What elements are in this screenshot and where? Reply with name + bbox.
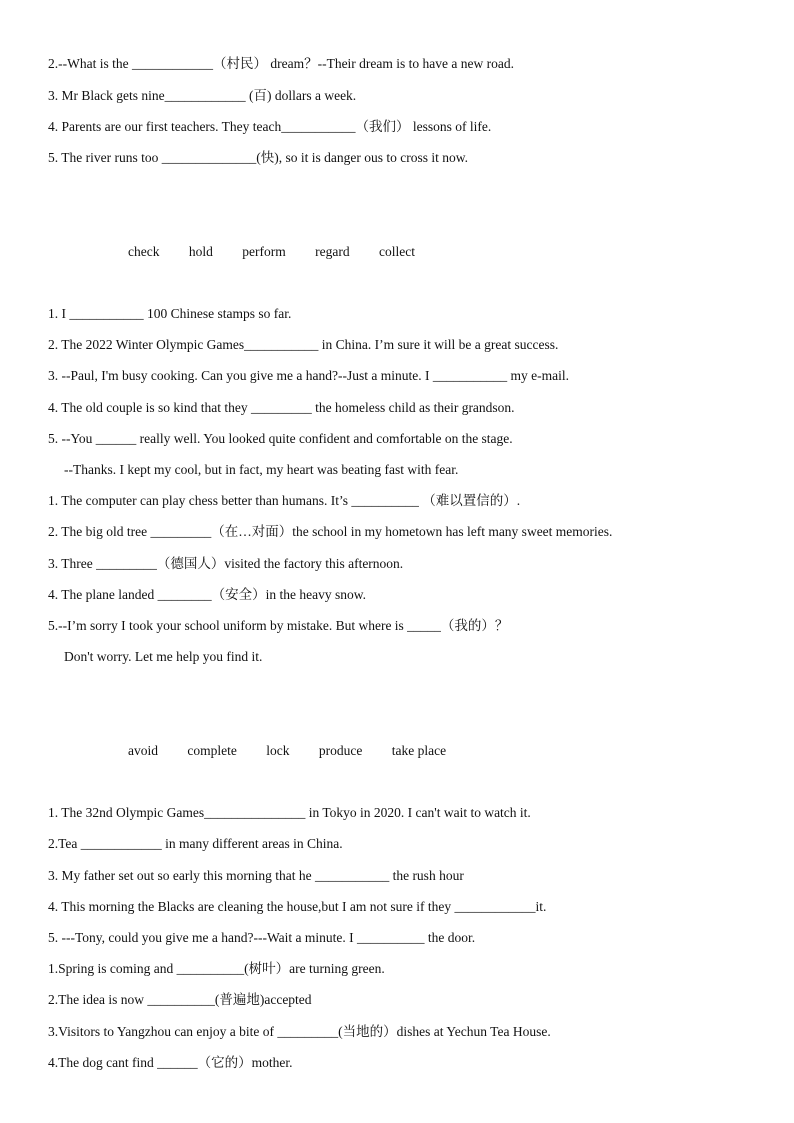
exercise-line: 3. Three _________（德国人）visited the factory this afternoon.: [48, 556, 404, 571]
exercise-line: 1. The computer can play chess better than humans. It’s __________ （难以置信的）.: [48, 493, 521, 508]
exercise-line: 3. My father set out so early this morning that he ___________ the rush hour: [48, 868, 464, 883]
word-bank-item: perform: [242, 244, 286, 259]
exercise-line: 4. Parents are our first teachers. They teach___________（我们） lessons of life.: [48, 119, 492, 134]
exercise-line: 4.The dog cant find ______（它的）mother.: [48, 1055, 293, 1070]
exercise-line: 2.Tea ____________ in many different areas in China.: [48, 836, 343, 851]
word-bank-item: complete: [187, 743, 237, 758]
word-bank-item: hold: [188, 244, 213, 259]
exercise-line: 1. I ___________ 100 Chinese stamps so far.: [48, 306, 292, 321]
exercise-line: 4. The plane landed ________（安全）in the heavy snow.: [48, 587, 366, 602]
word-bank-item: check: [128, 244, 160, 259]
exercise-line: 2.--What is the ____________（村民） dream？--Their dream is to have a new road.: [48, 56, 514, 71]
exercise-line: 5. The river runs too ______________(快), so it is danger ous to cross it now.: [48, 150, 468, 165]
exercise-line: 1.Spring is coming and __________(树叶）are turning green.: [48, 961, 385, 976]
exercise-line: 5. ---Tony, could you give me a hand?---Wait a minute. I __________ the door.: [48, 930, 476, 945]
exercise-line: 1. The 32nd Olympic Games_______________ in Tokyo in 2020. I can't wait to watch it.: [48, 805, 531, 820]
exercise-line: 3. --Paul, I'm busy cooking. Can you give me a hand?--Just a minute. I ___________ my e-mail.: [48, 368, 569, 383]
exercise-line: 5.--I’m sorry I took your school uniform by mistake. But where is _____（我的）？: [48, 618, 509, 633]
exercise-line: 2.The idea is now __________(普遍地)accepted: [48, 992, 312, 1007]
exercise-line: 5. --You ______ really well. You looked quite confident and comfortable on the stage.: [48, 431, 513, 446]
exercise-line: 3. Mr Black gets nine____________ (百) dollars a week.: [48, 88, 357, 103]
exercise-line: 2. The big old tree _________（在…对面）the school in my hometown has left many sweet memories.: [48, 524, 613, 539]
word-bank-item: collect: [378, 244, 415, 259]
exercise-line: --Thanks. I kept my cool, but in fact, my heart was beating fast with fear.: [64, 462, 459, 477]
word-bank-item: regard: [315, 244, 350, 259]
exercise-line: 4. The old couple is so kind that they _________ the homeless child as their grandson.: [48, 400, 515, 415]
word-bank-item: lock: [266, 743, 290, 758]
exercise-line: Don't worry. Let me help you find it.: [64, 649, 263, 664]
exercise-line: 4. This morning the Blacks are cleaning the house,but I am not sure if they ____________it.: [48, 899, 547, 914]
exercise-line: 2. The 2022 Winter Olympic Games___________ in China. I’m sure it will be a great success.: [48, 337, 559, 352]
word-bank-item: produce: [318, 743, 363, 758]
word-bank: [128, 742, 472, 760]
exercise-line: 3.Visitors to Yangzhou can enjoy a bite of _________(当地的）dishes at Yechun Tea House.: [48, 1024, 551, 1039]
word-bank-item: take place: [391, 743, 447, 758]
word-bank: [128, 243, 441, 261]
word-bank-item: avoid: [128, 743, 158, 758]
